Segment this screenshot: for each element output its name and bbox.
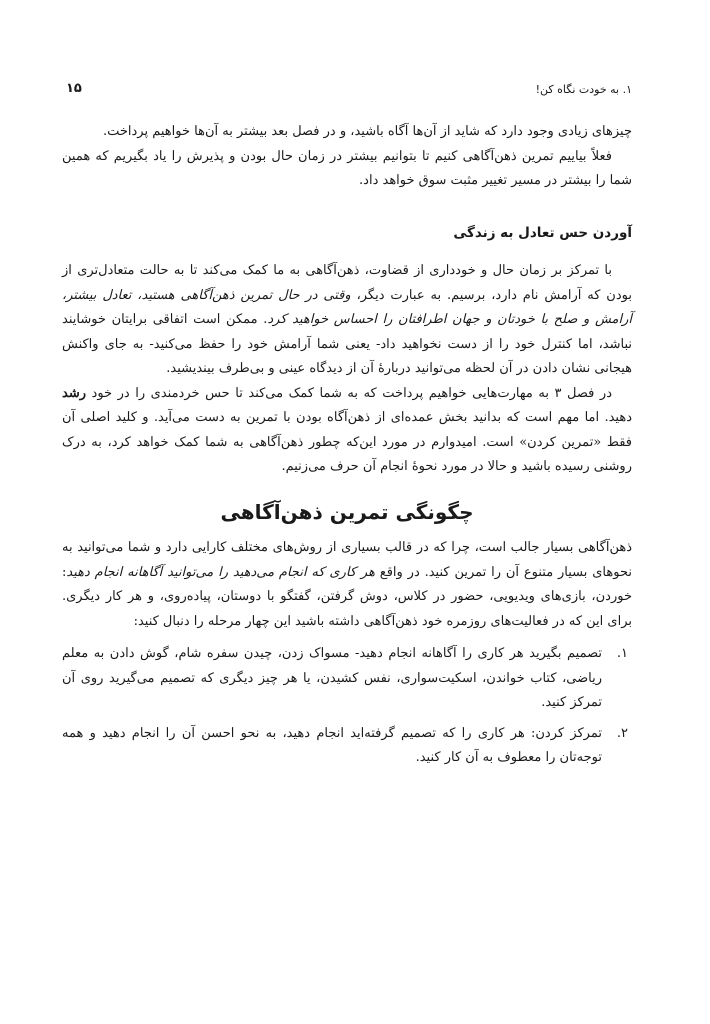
text-run: در فصل ۳ به مهارت‌هایی خواهیم پرداخت که به شما کمک می‌کند تا حس خردمندی را در خود (86, 385, 612, 401)
chapter-title: ۱. به خودت نگاه کن! (535, 83, 632, 96)
section-heading: آوردن حس تعادل به زندگی (453, 224, 632, 241)
text-run: با تمرکز بر زمان حال و خودداری از قضاوت، ذهن‌آگاهی به ما کمک می‌کند تا به حالت متعادل‌تری از بودن که آرامش نام دارد، برسیم. به عبارت دیگر، (62, 263, 632, 303)
text-run: ذهن‌آگاهی بسیار جالب است، چرا که در قالب بسیاری از روش‌های مختلف کارایی دارد و شما می‌توانید به نحوهای بسیار متنوع آن را تمرین کنید. در واقع (62, 540, 632, 580)
text-run: . ممکن است اتفاقی برایتان خوشایند نباشد، اما کنترل خود را از دست نخواهید داد- یعنی شما آرامش خود را حفظ می‌کنید- به جای واکنش هیجانی نشان دادن در آن لحظه می‌توانید دربارهٔ آن از دیدگاه عینی و بی‌طرف بیندیشید. (62, 312, 632, 376)
paragraph: چیزهای زیادی وجود دارد که شاید از آن‌ها آگاه باشید، و در فصل بعد بیشتر به آن‌ها خواهیم پرداخت. (102, 124, 632, 139)
page-number: ۱۵ (66, 81, 82, 96)
steps-list (62, 642, 632, 771)
italic-text: هر کاری که انجام می‌دهید را می‌توانید آگاهانه انجام دهید (66, 564, 375, 580)
text-run: دهید. اما مهم است که بدانید بخش عمده‌ای از ذهن‌آگاه بودن با تمرین به دست می‌آید. و کلید اصلی آن فقط «تمرین کردن» است. امیدوارم در مورد این‌که چطور ذهن‌آگاهی به شما کمک خواهد کرد، به درک روشنی رسیده باشید و حالا در مورد نحوهٔ انجام آن حرف می‌زنیم. (62, 410, 632, 474)
paragraph (62, 536, 632, 634)
text-run: : خوردن، بازی‌های ویدیویی، حضور در کلاس، دوش گرفتن، گفتگو با دوستان، پیاده‌روی، و هر کار دیگری. برای این که در فعالیت‌های روزمره خود ذهن‌آگاهی داشته باشید این چهار مرحله را دنبال کنید: (62, 564, 632, 629)
bold-text: رشد (62, 385, 86, 401)
paragraph: فعلاً بیاییم تمرین ذهن‌آگاهی کنیم تا بتوانیم بیشتر در زمان حال بودن و پذیرش را یاد بگیریم که همین شما را بیشتر در مسیر تغییر مثبت سوق خواهد داد. (62, 148, 632, 188)
paragraph (62, 382, 632, 480)
list-item-text: تمرکز کردن: هر کاری را که تصمیم گرفته‌اید انجام دهید، به نحو احسن آن را انجام دهید و همه توجه‌تان را معطوف به آن کار کنید. (62, 725, 602, 765)
list-item (62, 722, 628, 771)
italic-text: وقتی در حال تمرین ذهن‌آگاهی هستید، تعادل بیشتر، آرامش و صلح با خودتان و جهان اطرافتان را احساس خواهید کرد (62, 287, 632, 327)
list-item (62, 642, 628, 716)
paragraph (62, 259, 632, 382)
chapter-section-title: چگونگی تمرین ذهن‌آگاهی (220, 499, 474, 524)
list-number: ۱. (616, 646, 628, 661)
list-number: ۲. (616, 725, 628, 741)
running-header (62, 83, 632, 105)
list-item-text: تصمیم بگیرید هر کاری را آگاهانه انجام دهید- مسواک زدن، چیدن سفره شام، گوش دادن به معلم ریاضی، کتاب خواندن، اسکیت‌سواری، نفس کشیدن، یا هر چیز دیگری که تصمیم می‌گیرید روی آن تمرکز کنید. (62, 646, 602, 710)
page-body (62, 120, 632, 777)
